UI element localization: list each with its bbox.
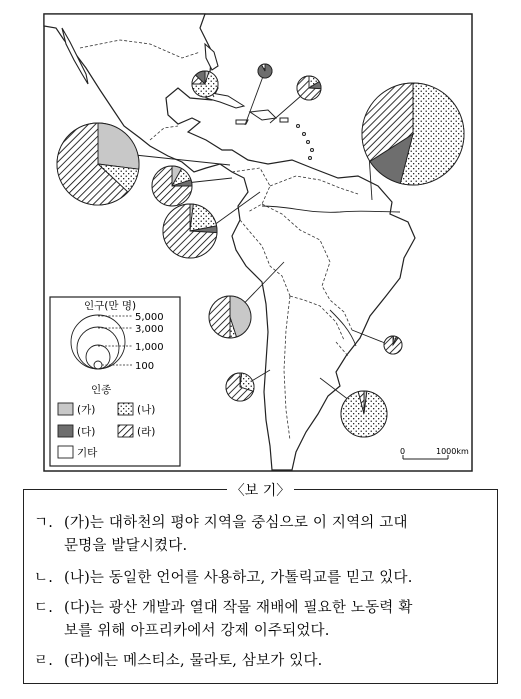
legend-value-3000: 3,000 [135, 324, 164, 335]
pie-dominican [297, 76, 321, 100]
item-mark: ㄴ. [34, 570, 54, 586]
legend-label-ra: (라) [137, 426, 156, 438]
legend-race-title: 인종 [91, 384, 112, 396]
item-mark: ㄱ. [34, 515, 54, 531]
item-mark: ㄷ. [34, 600, 54, 616]
item-mark: ㄹ. [34, 653, 54, 669]
item-line: (가)는 대하천의 평야 지역을 중심으로 이 지역의 고대 [64, 515, 408, 531]
legend-value-1000: 1,000 [135, 342, 164, 353]
pie-colombia [163, 204, 217, 258]
legend-label-da: (다) [77, 426, 96, 438]
legend-value-100: 100 [135, 361, 155, 372]
legend-swatch-ga [58, 403, 73, 415]
legend-swatch-na [118, 403, 133, 415]
pie-bolivia [226, 373, 254, 401]
legend-value-5000: 5,000 [135, 312, 164, 323]
pie-haiti [258, 64, 272, 78]
legend-swatch-other [58, 446, 73, 458]
legend-population-title: 인구(만 명) [84, 300, 137, 312]
pie-peru [209, 296, 251, 338]
item-line-continued: 문명을 발달시켰다. [64, 538, 188, 554]
pie-argentina [341, 391, 387, 437]
item-line: (나)는 동일한 언어를 사용하고, 가톨릭교를 믿고 있다. [64, 570, 413, 586]
bogi-item-2 [34, 567, 494, 590]
legend-swatch-da [58, 425, 73, 437]
legend-label-ga: (가) [77, 404, 96, 416]
bogi-item-4 [34, 650, 494, 673]
pie-central-am [152, 166, 192, 206]
item-line-continued: 보를 위해 아프리카에서 강제 이주되었다. [64, 623, 330, 639]
bogi-item-1 [34, 512, 494, 558]
scale-distance: 1000km [436, 447, 469, 456]
pie-mexico [57, 123, 139, 205]
scale-zero: 0 [400, 447, 406, 456]
legend-label-na: (나) [137, 404, 156, 416]
item-line: (다)는 광산 개발과 열대 작물 재배에 필요한 노동력 확 [64, 600, 413, 616]
legend-label-other: 기타 [77, 447, 98, 459]
bogi-title: 〈보 기〉 [0, 480, 521, 500]
pie-cuba [192, 71, 218, 97]
legend-swatch-ra [118, 425, 133, 437]
item-line: (라)에는 메스티소, 물라토, 삼보가 있다. [64, 653, 323, 669]
pie-brazil [362, 83, 464, 185]
pie-slice-hatch [384, 336, 402, 354]
pie-uruguay [384, 336, 402, 354]
bogi-item-3 [34, 597, 494, 643]
